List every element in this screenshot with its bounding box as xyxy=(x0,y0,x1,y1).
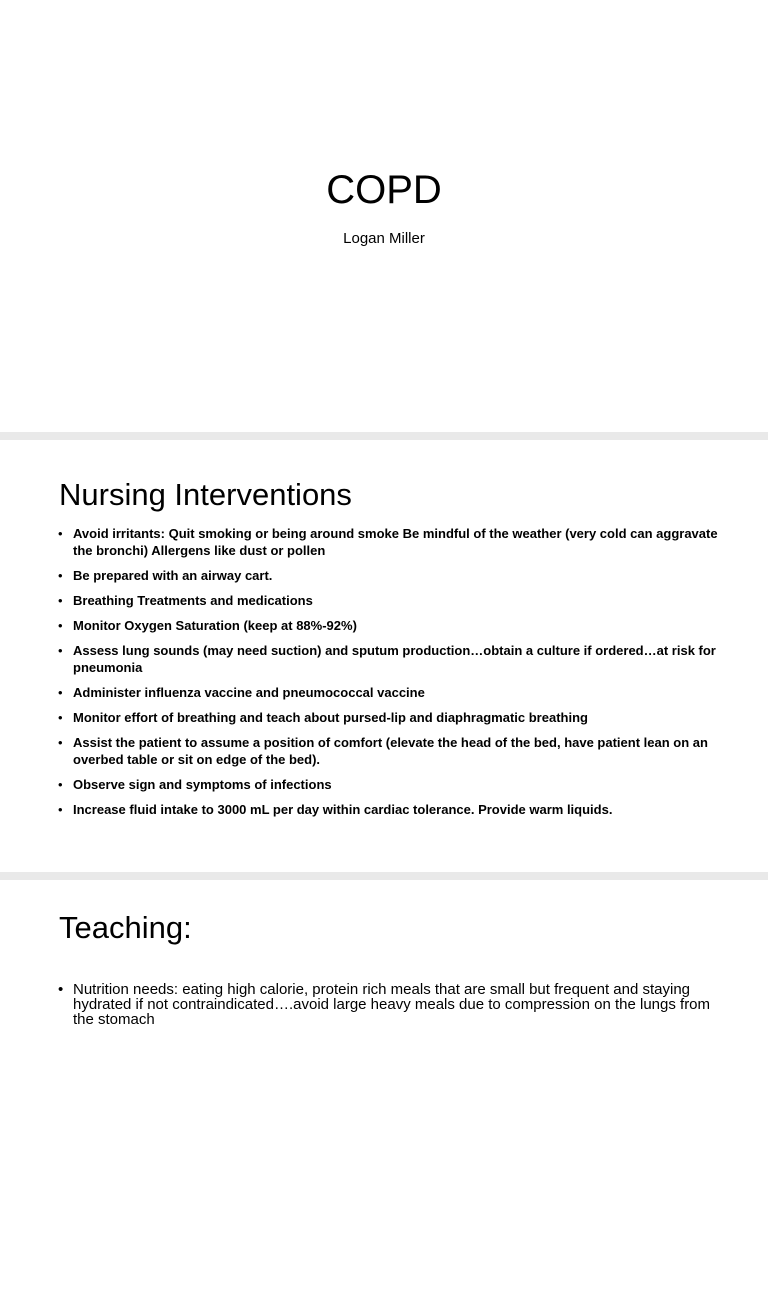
list-item xyxy=(58,567,718,584)
list-item-text: Monitor effort of breathing and teach about pursed-lip and diaphragmatic breathing xyxy=(73,710,588,725)
list-item-text: Assist the patient to assume a position of comfort (elevate the head of the bed, have patient lean on an overbed table or sit on edge of the bed). xyxy=(73,735,708,767)
list-item-text: Avoid irritants: Quit smoking or being around smoke Be mindful of the weather (very cold can aggravate the bronchi) Allergens like dust or pollen xyxy=(73,526,718,558)
list-item xyxy=(58,642,718,676)
bullet-dot-icon: • xyxy=(58,710,63,725)
list-item-text: Assess lung sounds (may need suction) and sputum production…obtain a culture if ordered…at risk for pneumonia xyxy=(73,643,716,675)
list-item xyxy=(58,592,718,609)
title-slide xyxy=(0,0,768,432)
interventions-slide xyxy=(0,440,768,872)
author-name: Logan Miller xyxy=(343,230,425,247)
list-item xyxy=(58,684,718,701)
bullet-dot-icon: • xyxy=(58,643,63,658)
presentation-title: COPD xyxy=(326,168,442,212)
bullet-dot-icon: • xyxy=(58,618,63,633)
list-item-text: Increase fluid intake to 3000 mL per day within cardiac tolerance. Provide warm liquids. xyxy=(73,802,613,817)
list-item-text: Be prepared with an airway cart. xyxy=(73,568,273,583)
list-item-text: Breathing Treatments and medications xyxy=(73,593,313,608)
list-item xyxy=(58,776,718,793)
list-item-text: Monitor Oxygen Saturation (keep at 88%-92%) xyxy=(73,618,357,633)
teaching-slide xyxy=(0,880,768,1312)
bullet-dot-icon: • xyxy=(58,735,63,750)
slide-heading: Nursing Interventions xyxy=(59,477,352,512)
bullet-dot-icon: • xyxy=(58,777,63,792)
bullet-dot-icon: • xyxy=(58,981,64,998)
list-item xyxy=(58,982,718,1027)
list-item-text: Nutrition needs: eating high calorie, protein rich meals that are small but frequent and staying hydrated if not contraindicated….avoid large heavy meals due to compression on the lungs from the stomach xyxy=(73,981,711,1028)
list-item xyxy=(58,734,718,768)
bullet-list xyxy=(58,525,718,826)
bullet-dot-icon: • xyxy=(58,593,63,608)
list-item-text: Administer influenza vaccine and pneumococcal vaccine xyxy=(73,685,425,700)
bullet-dot-icon: • xyxy=(58,685,63,700)
bullet-list xyxy=(58,982,718,1035)
bullet-dot-icon: • xyxy=(58,568,63,583)
slide-heading: Teaching: xyxy=(59,910,192,945)
list-item xyxy=(58,801,718,818)
bullet-dot-icon: • xyxy=(58,802,63,817)
list-item xyxy=(58,617,718,634)
bullet-dot-icon: • xyxy=(58,526,63,541)
list-item xyxy=(58,525,718,559)
list-item xyxy=(58,709,718,726)
list-item-text: Observe sign and symptoms of infections xyxy=(73,777,332,792)
